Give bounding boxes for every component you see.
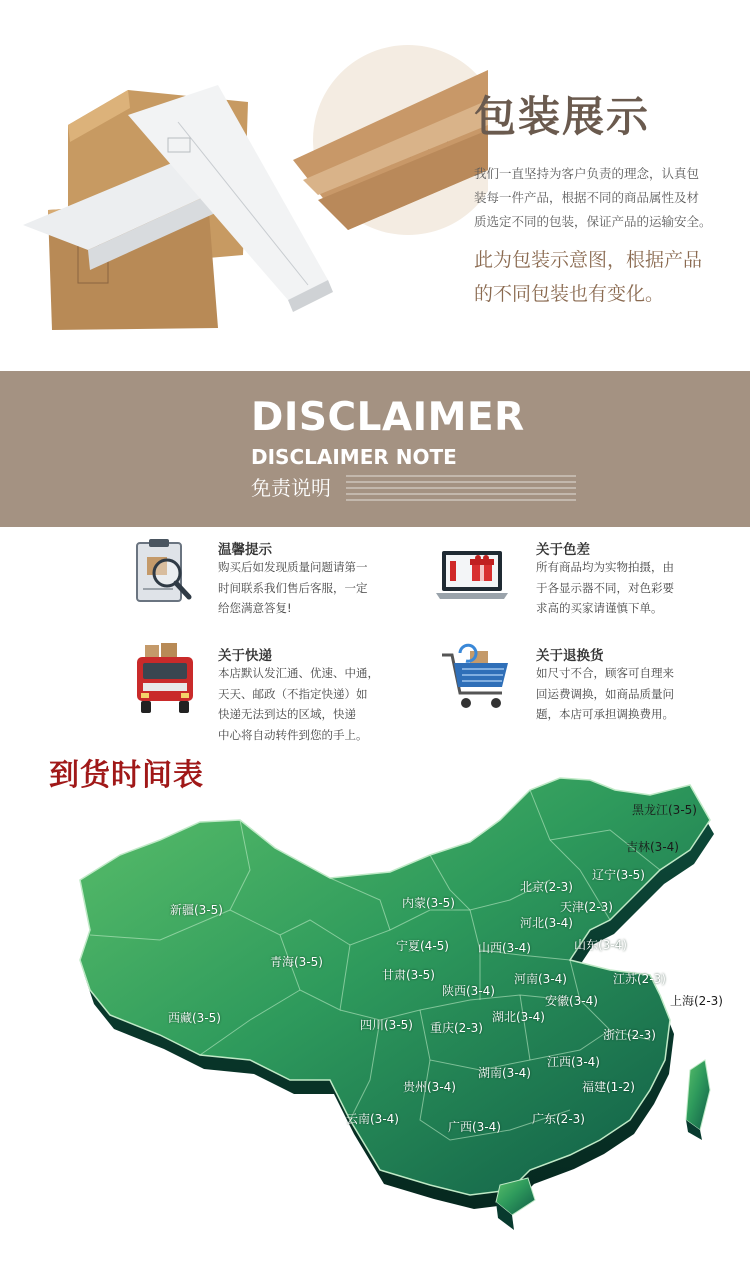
province-label: 山西(3-4)	[478, 941, 531, 955]
notice-line: 回运费调换，如商品质量问	[536, 686, 674, 701]
province-label: 黑龙江(3-5)	[632, 803, 697, 817]
disclaimer-title: DISCLAIMER	[251, 395, 525, 440]
clipboard-magnifier-icon	[133, 537, 197, 609]
province-label: 贵州(3-4)	[403, 1080, 456, 1094]
packaging-note	[474, 243, 744, 311]
notice-line: 求高的买家请谨慎下单。	[536, 601, 663, 615]
province-label: 浙江(2-3)	[603, 1028, 656, 1042]
province-label: 山东(3-4)	[574, 938, 627, 952]
notice-line: 本店默认发汇通、优速、中通，	[218, 666, 379, 680]
packaging-note-line: 此为包装示意图，根据产品	[474, 249, 703, 271]
province-label: 西藏(3-5)	[168, 1011, 221, 1025]
packaging-description-line: 装每一件产品，根据不同的商品属性及材	[474, 190, 700, 205]
province-label: 宁夏(4-5)	[396, 939, 449, 953]
notice-line: 天天、邮政（不指定快递）如	[218, 686, 368, 701]
province-label: 安徽(3-4)	[545, 994, 598, 1008]
delivery-map	[50, 760, 740, 1255]
notice-line: 题，本店可承担调换费用。	[536, 707, 674, 721]
notice-title: 关于退换货	[536, 648, 604, 664]
notice-line: 于各显示器不同，对色彩要	[536, 580, 674, 595]
notice-express	[133, 643, 393, 743]
delivery-time-title: 到货时间表	[49, 758, 204, 793]
disclaimer-fine-print-decoration	[346, 475, 576, 505]
province-label: 陕西(3-4)	[442, 984, 495, 998]
province-label: 青海(3-5)	[270, 955, 323, 969]
notice-title: 关于色差	[536, 542, 590, 558]
province-label: 内蒙(3-5)	[402, 896, 455, 910]
notice-title: 关于快递	[218, 648, 272, 664]
province-label: 重庆(2-3)	[430, 1021, 483, 1035]
laptop-gift-icon	[432, 537, 512, 609]
notice-body	[218, 557, 368, 619]
province-label: 广西(3-4)	[448, 1120, 501, 1134]
notice-color-difference	[432, 537, 692, 627]
packaging-note-line: 的不同包装也有变化。	[474, 283, 665, 305]
notice-title: 温馨提示	[218, 542, 272, 558]
notice-line: 快递无法到达的区域，快递	[218, 707, 356, 721]
province-label: 新疆(3-5)	[170, 903, 223, 917]
province-label: 甘肃(3-5)	[382, 968, 435, 982]
shopping-cart-icon	[440, 643, 512, 715]
province-label: 上海(2-3)	[670, 994, 723, 1008]
disclaimer-cn-title: 免责说明	[251, 476, 331, 500]
disclaimer-band	[0, 371, 750, 527]
notice-return-exchange	[440, 643, 700, 733]
packaging-title: 包装展示	[474, 92, 651, 141]
province-label: 广东(2-3)	[532, 1112, 585, 1126]
notice-line: 如尺寸不合，顾客可自理来	[536, 666, 674, 680]
province-label: 福建(1-2)	[582, 1080, 635, 1094]
province-label: 北京(2-3)	[520, 880, 573, 894]
notice-line: 中心将自动转件到您的手上。	[218, 727, 368, 742]
disclaimer-subtitle: DISCLAIMER NOTE	[251, 445, 457, 469]
province-label: 江西(3-4)	[547, 1055, 600, 1069]
province-label: 湖北(3-4)	[492, 1010, 545, 1024]
province-label: 湖南(3-4)	[478, 1066, 531, 1080]
notice-line: 时间联系我们售后客服，一定	[218, 580, 368, 595]
packaging-description-line: 质选定不同的包装，保证产品的运输安全。	[474, 214, 712, 229]
province-label: 河北(3-4)	[520, 916, 573, 930]
notice-warm-tip	[133, 537, 393, 627]
notice-line: 给您满意答复!	[218, 601, 292, 615]
province-label: 云南(3-4)	[346, 1112, 399, 1126]
notice-line: 所有商品均为实物拍摄，由	[536, 560, 674, 574]
china-map-graphic	[50, 760, 740, 1255]
notice-body	[536, 663, 674, 725]
province-label: 天津(2-3)	[560, 900, 613, 914]
province-label: 河南(3-4)	[514, 972, 567, 986]
notice-body	[218, 663, 379, 745]
notice-line: 购买后如发现质量问题请第一	[218, 560, 368, 574]
packaging-description	[474, 162, 740, 234]
province-label: 吉林(3-4)	[626, 840, 679, 854]
packaging-section	[0, 0, 750, 370]
packaging-description-line: 我们一直坚持为客户负责的理念，认真包	[474, 166, 700, 181]
delivery-truck-icon	[133, 643, 197, 715]
province-label: 辽宁(3-5)	[592, 868, 645, 882]
packaging-boxes-illustration	[18, 30, 488, 350]
notice-body	[536, 557, 674, 619]
province-label: 四川(3-5)	[360, 1018, 413, 1032]
province-label: 江苏(2-3)	[613, 972, 666, 986]
